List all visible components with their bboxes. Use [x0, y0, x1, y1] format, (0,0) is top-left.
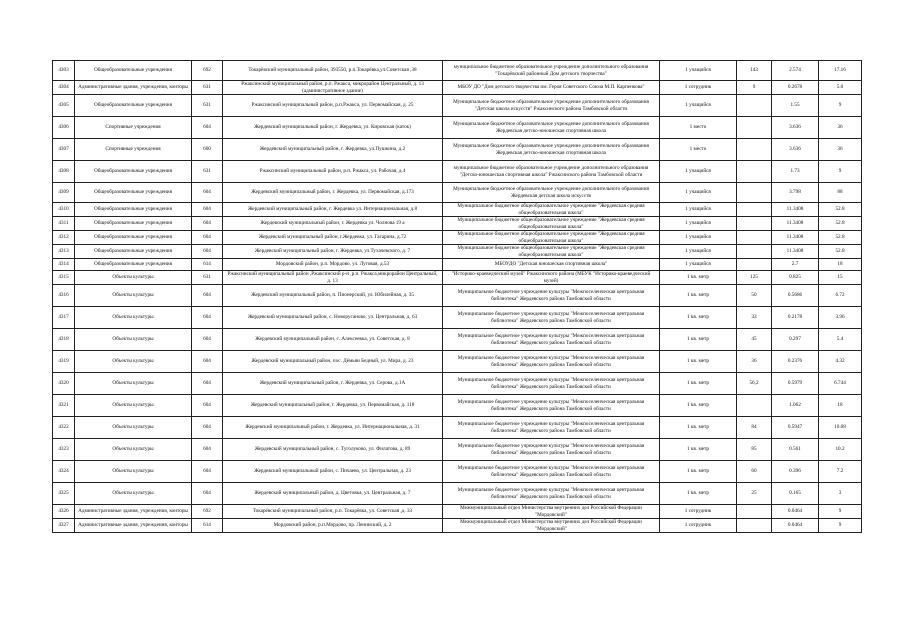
- row-id-cell: 4313: [53, 245, 75, 259]
- category-cell: Объекты культуры: [75, 395, 192, 417]
- code-cell: 631: [192, 95, 223, 117]
- data-table: [52, 60, 862, 533]
- table-row: [53, 183, 862, 203]
- value-2-cell: 7.2: [819, 461, 862, 483]
- table-row: [53, 117, 862, 139]
- table-row: [53, 81, 862, 95]
- value-1-cell: 0.0464: [772, 519, 819, 533]
- value-1-cell: 3.798: [772, 183, 819, 203]
- count-cell: 84: [737, 417, 772, 439]
- row-id-cell: 4305: [53, 95, 75, 117]
- organization-cell: муниципальное бюджетное образовательное учреждение дополнительного образования "Детско-юношеская спортивная школа" Ржаксинского района Тамбовской области: [443, 161, 660, 183]
- category-cell: Объекты культуры: [75, 439, 192, 461]
- unit-cell: 1 кв. метр: [660, 483, 737, 505]
- category-cell: Объекты культуры: [75, 329, 192, 351]
- organization-cell: Муниципальное бюджетное учреждение культуры "Межпоселенческая центральная библиотека" Жердевского района Тамбовской области: [443, 285, 660, 307]
- row-id-cell: 4318: [53, 329, 75, 351]
- count-cell: [737, 259, 772, 271]
- value-2-cell: 52.8: [819, 203, 862, 217]
- code-cell: 692: [192, 61, 223, 81]
- value-1-cell: 0.0464: [772, 505, 819, 519]
- count-cell: [737, 231, 772, 245]
- unit-cell: 1 учащийся: [660, 217, 737, 231]
- code-cell: 631: [192, 271, 223, 285]
- category-cell: Общеобразовательные учреждения: [75, 245, 192, 259]
- value-1-cell: 11.3408: [772, 231, 819, 245]
- category-cell: Объекты культуры: [75, 351, 192, 373]
- address-cell: Жердевский муниципальный район, г. Жердевка, ул. Интернациональная, д. 31: [223, 417, 443, 439]
- value-1-cell: 1.55: [772, 95, 819, 117]
- unit-cell: 1 кв. метр: [660, 461, 737, 483]
- value-2-cell: 3: [819, 483, 862, 505]
- organization-cell: Муниципальное бюджетное учреждение культуры "Межпоселенческая центральная библиотека" Жердевского района Тамбовской области: [443, 483, 660, 505]
- value-1-cell: 3.636: [772, 139, 819, 161]
- code-cell: 614: [192, 259, 223, 271]
- code-cell: 604: [192, 285, 223, 307]
- count-cell: [737, 217, 772, 231]
- row-id-cell: 4316: [53, 285, 75, 307]
- address-cell: Жердевский муниципальный район, г. Жердевка, ул. Серова, д.1А: [223, 373, 443, 395]
- address-cell: Жердевский муниципальный район, с. Туголуково, ул. Филатова, д. 89: [223, 439, 443, 461]
- organization-cell: Муниципальное бюджетное учреждение культуры "Межпоселенческая центральная библиотека" Жердевского района Тамбовской области: [443, 351, 660, 373]
- count-cell: 85: [737, 439, 772, 461]
- row-id-cell: 4327: [53, 519, 75, 533]
- value-1-cell: 11.3408: [772, 217, 819, 231]
- table-row: [53, 259, 862, 271]
- unit-cell: 1 место: [660, 117, 737, 139]
- value-1-cell: 3.636: [772, 117, 819, 139]
- code-cell: 604: [192, 461, 223, 483]
- value-2-cell: 9: [819, 519, 862, 533]
- row-id-cell: 4307: [53, 139, 75, 161]
- table-row: [53, 519, 862, 533]
- value-2-cell: 5.4: [819, 329, 862, 351]
- value-1-cell: 0.5686: [772, 285, 819, 307]
- value-2-cell: 6.72: [819, 285, 862, 307]
- row-id-cell: 4315: [53, 271, 75, 285]
- category-cell: Общеобразовательные учреждения: [75, 95, 192, 117]
- category-cell: Общеобразовательные учреждения: [75, 203, 192, 217]
- unit-cell: 1 сотрудник: [660, 81, 737, 95]
- count-cell: 9: [737, 81, 772, 95]
- value-2-cell: 17.16: [819, 61, 862, 81]
- value-1-cell: 0.2678: [772, 81, 819, 95]
- unit-cell: 1 учащийся: [660, 183, 737, 203]
- unit-cell: 1 место: [660, 139, 737, 161]
- address-cell: Жердевский муниципальный район, г. Жердевка, ул.Тухачевского, д. 7: [223, 245, 443, 259]
- row-id-cell: 4310: [53, 203, 75, 217]
- organization-cell: Муниципальное бюджетное образовательное учреждение дополнительного образования Жердевская детско-юношеская спортивная школа: [443, 117, 660, 139]
- value-2-cell: 9: [819, 505, 862, 519]
- organization-cell: Муниципальное бюджетное образовательное учреждение дополнительного образования "Детская школа искусств" Ржаксинского района Тамбовской области: [443, 95, 660, 117]
- category-cell: Общеобразовательные учреждения: [75, 61, 192, 81]
- row-id-cell: 4306: [53, 117, 75, 139]
- table-row: [53, 95, 862, 117]
- value-2-cell: 36: [819, 117, 862, 139]
- address-cell: Жердевский муниципальный район, г. Жердевка, ул. Кировская (каток): [223, 117, 443, 139]
- count-cell: [737, 183, 772, 203]
- category-cell: Общеобразовательные учреждения: [75, 259, 192, 271]
- table-row: [53, 439, 862, 461]
- unit-cell: 1 кв. метр: [660, 271, 737, 285]
- category-cell: Административные здания, учреждения, конторы: [75, 81, 192, 95]
- value-2-cell: 4.32: [819, 351, 862, 373]
- address-cell: Жердевский муниципальный район, с. Новорусаново, ул. Центральная, д. 63: [223, 307, 443, 329]
- category-cell: Объекты культуры: [75, 461, 192, 483]
- address-cell: Токарёвский муниципальный район, 393550, р.п.Токарёвка,ул.Советская ,38: [223, 61, 443, 81]
- unit-cell: 1 кв. метр: [660, 307, 737, 329]
- count-cell: 56,2: [737, 373, 772, 395]
- value-2-cell: 36: [819, 139, 862, 161]
- count-cell: [737, 95, 772, 117]
- organization-cell: Муниципальное бюджетное общеобразовательное учреждение "Жердевская средняя общеобразовательная школа": [443, 245, 660, 259]
- organization-cell: Муниципальное бюджетное учреждение культуры "Межпоселенческая центральная библиотека" Жердевского района Тамбовской области: [443, 439, 660, 461]
- value-2-cell: 10.2: [819, 439, 862, 461]
- table-row: [53, 217, 862, 231]
- unit-cell: 1 кв. метр: [660, 439, 737, 461]
- value-1-cell: 0.2178: [772, 307, 819, 329]
- address-cell: Жердевский муниципальный район, г. Жердевка, ул. Первомайская, д. 118: [223, 395, 443, 417]
- row-id-cell: 4314: [53, 259, 75, 271]
- code-cell: 604: [192, 117, 223, 139]
- row-id-cell: 4320: [53, 373, 75, 395]
- unit-cell: 1 кв. метр: [660, 373, 737, 395]
- value-2-cell: 52.8: [819, 245, 862, 259]
- address-cell: Жердевский муниципальный район, г. Жердевка, ул. Первомайская, д.173: [223, 183, 443, 203]
- row-id-cell: 4304: [53, 81, 75, 95]
- count-cell: 50: [737, 285, 772, 307]
- row-id-cell: 4322: [53, 417, 75, 439]
- unit-cell: 1 кв. метр: [660, 351, 737, 373]
- code-cell: 604: [192, 373, 223, 395]
- organization-cell: Межмуниципальный отдел Министерства внутренних дел Российской Федерации "Мордовский": [443, 505, 660, 519]
- address-cell: Токарёвский муниципальный район, р.п. Токарёвка, ул. Советская ,д. 33: [223, 505, 443, 519]
- unit-cell: 1 сотрудник: [660, 505, 737, 519]
- row-id-cell: 4311: [53, 217, 75, 231]
- value-2-cell: 9: [819, 95, 862, 117]
- organization-cell: Муниципальное бюджетное общеобразовательное учреждение "Жердевская средняя общеобразовательная школа": [443, 231, 660, 245]
- row-id-cell: 4323: [53, 439, 75, 461]
- category-cell: Общеобразовательные учреждения: [75, 231, 192, 245]
- count-cell: [737, 161, 772, 183]
- category-cell: Спортивные учреждения: [75, 139, 192, 161]
- unit-cell: 1 учащийся: [660, 161, 737, 183]
- organization-cell: муниципальное бюджетное образовательное учреждение дополнительного образования "Токарёвский районный Дом детского творчества": [443, 61, 660, 81]
- count-cell: [737, 117, 772, 139]
- code-cell: 604: [192, 329, 223, 351]
- table-body: [53, 61, 862, 533]
- row-id-cell: 4317: [53, 307, 75, 329]
- address-cell: Жердевский муниципальный район, д. Цветовка, ул. Центральная, д. 7: [223, 483, 443, 505]
- value-1-cell: 0.165: [772, 483, 819, 505]
- table-row: [53, 505, 862, 519]
- organization-cell: Муниципальное бюджетное учреждение культуры "Межпоселенческая центральная библиотека" Жердевского района Тамбовской области: [443, 417, 660, 439]
- code-cell: 604: [192, 417, 223, 439]
- value-1-cell: 2.574: [772, 61, 819, 81]
- value-1-cell: 0.5979: [772, 373, 819, 395]
- count-cell: [737, 395, 772, 417]
- category-cell: Административные здания, учреждения, конторы: [75, 505, 192, 519]
- unit-cell: 1 кв. метр: [660, 285, 737, 307]
- count-cell: [737, 245, 772, 259]
- table-row: [53, 395, 862, 417]
- value-1-cell: 1.73: [772, 161, 819, 183]
- row-id-cell: 4303: [53, 61, 75, 81]
- code-cell: 631: [192, 81, 223, 95]
- value-2-cell: 15: [819, 271, 862, 285]
- unit-cell: 1 учащийся: [660, 61, 737, 81]
- value-1-cell: 2.7: [772, 259, 819, 271]
- address-cell: Мордовский район, р.п.Мордово, пр. Ленинский, д. 2: [223, 519, 443, 533]
- value-2-cell: 88: [819, 183, 862, 203]
- address-cell: Жердевский муниципальный район, с. Алексеевка, ул. Советская, д. 8: [223, 329, 443, 351]
- unit-cell: 1 учащийся: [660, 231, 737, 245]
- count-cell: 36: [737, 351, 772, 373]
- count-cell: 143: [737, 61, 772, 81]
- row-id-cell: 4325: [53, 483, 75, 505]
- table-row: [53, 461, 862, 483]
- table-row: [53, 61, 862, 81]
- category-cell: Административные здания, учреждения, конторы: [75, 519, 192, 533]
- value-1-cell: 0.297: [772, 329, 819, 351]
- category-cell: Объекты культуры: [75, 373, 192, 395]
- organization-cell: Межмуниципальный отдел Министерства внутренних дел Российской Федерации "Мордовский": [443, 519, 660, 533]
- count-cell: [737, 505, 772, 519]
- code-cell: 604: [192, 217, 223, 231]
- category-cell: Объекты культуры: [75, 417, 192, 439]
- code-cell: 692: [192, 505, 223, 519]
- value-1-cell: 11.3408: [772, 245, 819, 259]
- unit-cell: 1 учащийся: [660, 203, 737, 217]
- code-cell: 604: [192, 203, 223, 217]
- value-2-cell: 52.8: [819, 231, 862, 245]
- value-1-cell: 0.825: [772, 271, 819, 285]
- code-cell: 604: [192, 307, 223, 329]
- category-cell: Общеобразовательные учреждения: [75, 183, 192, 203]
- table-row: [53, 161, 862, 183]
- document-sheet: [52, 60, 849, 533]
- row-id-cell: 4324: [53, 461, 75, 483]
- address-cell: Жердевский муниципальный район, п. Пионерский, ул. Юбилейная, д. 35: [223, 285, 443, 307]
- value-2-cell: 10.08: [819, 417, 862, 439]
- table-row: [53, 373, 862, 395]
- code-cell: 600: [192, 139, 223, 161]
- address-cell: Жердевский муниципальный район, пос. Дёмьян Бедный, ул. Мира, д. 23: [223, 351, 443, 373]
- unit-cell: 1 кв. метр: [660, 417, 737, 439]
- address-cell: Жердевский муниципальный район, г. Жердевка ул. Интернациональная, д.8: [223, 203, 443, 217]
- category-cell: Объекты культуры: [75, 307, 192, 329]
- row-id-cell: 4321: [53, 395, 75, 417]
- code-cell: 604: [192, 245, 223, 259]
- count-cell: 33: [737, 307, 772, 329]
- value-1-cell: 0.561: [772, 439, 819, 461]
- address-cell: Ржаксинский муниципальный район, р.п.Ржакса, ул. Первомайская, д. 25: [223, 95, 443, 117]
- table-row: [53, 139, 862, 161]
- table-row: [53, 483, 862, 505]
- category-cell: Объекты культуры: [75, 271, 192, 285]
- table-row: [53, 329, 862, 351]
- unit-cell: 1 учащийся: [660, 95, 737, 117]
- value-1-cell: 0.2376: [772, 351, 819, 373]
- category-cell: Объекты культуры: [75, 483, 192, 505]
- address-cell: Ржаксинский муниципальный район, р.п. Ржакса, ул. Рабочая, д.4: [223, 161, 443, 183]
- code-cell: 604: [192, 183, 223, 203]
- address-cell: Жердевский муниципальный район, с. Пичаево, ул. Центральная, д. 23: [223, 461, 443, 483]
- count-cell: 125: [737, 271, 772, 285]
- value-1-cell: 0.5947: [772, 417, 819, 439]
- count-cell: [737, 139, 772, 161]
- address-cell: Жердевский муниципальный район, г.Жердевка, ул. Гагарина, д.72: [223, 231, 443, 245]
- unit-cell: 1 учащийся: [660, 245, 737, 259]
- value-2-cell: 52.8: [819, 217, 862, 231]
- organization-cell: Муниципальное бюджетное учреждение культуры "Межпоселенческая центральная библиотека" Жердевского района Тамбовской области: [443, 307, 660, 329]
- code-cell: 604: [192, 231, 223, 245]
- code-cell: 604: [192, 483, 223, 505]
- organization-cell: МБОУ ДО "Дом детского творчества им. Героя Советского Союза М.П. Карпенкова": [443, 81, 660, 95]
- value-2-cell: 6.744: [819, 373, 862, 395]
- organization-cell: Муниципальное бюджетное учреждение культуры "Межпоселенческая центральная библиотека" Жердевского района Тамбовской области: [443, 373, 660, 395]
- category-cell: Общеобразовательные учреждения: [75, 161, 192, 183]
- address-cell: Ржаксинский муниципальный район ,Ржаксинский р-н ,р.п. Ржакса,микрорайон Центральный, д. 13: [223, 271, 443, 285]
- organization-cell: Муниципальное бюджетное учреждение культуры "Межпоселенческая центральная библиотека" Жердевского района Тамбовской области: [443, 461, 660, 483]
- organization-cell: Муниципальное бюджетное образовательное учреждение дополнительного образования Жердевская детско-юношеская спортивная школа: [443, 139, 660, 161]
- row-id-cell: 4312: [53, 231, 75, 245]
- address-cell: Жердевский муниципальный район, г. Жердевка ул. Чолнова 19 а: [223, 217, 443, 231]
- row-id-cell: 4309: [53, 183, 75, 203]
- value-2-cell: 9: [819, 161, 862, 183]
- organization-cell: Муниципальное бюджетное учреждение культуры "Межпоселенческая центральная библиотека" Жердевского района Тамбовской области: [443, 329, 660, 351]
- row-id-cell: 4308: [53, 161, 75, 183]
- category-cell: Общеобразовательные учреждения: [75, 217, 192, 231]
- value-2-cell: 18: [819, 395, 862, 417]
- count-cell: 45: [737, 329, 772, 351]
- category-cell: Объекты культуры: [75, 285, 192, 307]
- table-row: [53, 351, 862, 373]
- row-id-cell: 4319: [53, 351, 75, 373]
- unit-cell: 1 кв. метр: [660, 329, 737, 351]
- organization-cell: "Историко-краеведческий музей" Ржаксинского района (МБУК "Историко-краеведческий музей): [443, 271, 660, 285]
- organization-cell: МБОУДО "Детская юношеская спортивная школа": [443, 259, 660, 271]
- count-cell: [737, 203, 772, 217]
- organization-cell: Муниципальное бюджетное общеобразовательное учреждение "Жердевская средняя общеобразовательная школа": [443, 203, 660, 217]
- value-1-cell: 11.3408: [772, 203, 819, 217]
- row-id-cell: 4326: [53, 505, 75, 519]
- table-row: [53, 231, 862, 245]
- value-1-cell: 1.062: [772, 395, 819, 417]
- address-cell: Жердевский муниципальный район, г. Жердевка, ул.Пушкина, д.2: [223, 139, 443, 161]
- table-row: [53, 417, 862, 439]
- organization-cell: Муниципальное бюджетное общеобразовательное учреждение "Жердевская средняя общеобразовательная школа": [443, 217, 660, 231]
- table-row: [53, 203, 862, 217]
- value-2-cell: 18: [819, 259, 862, 271]
- value-2-cell: 3.96: [819, 307, 862, 329]
- unit-cell: 1 сотрудник: [660, 519, 737, 533]
- unit-cell: 1 учащийся: [660, 259, 737, 271]
- address-cell: Ржаксинский муниципальный район, р.п. Ржакса, микрорайон Центральный, д. 13 (административное здание): [223, 81, 443, 95]
- organization-cell: Муниципальное бюджетное учреждение культуры "Межпоселенческая центральная библиотека" Жердевского района Тамбовской области: [443, 395, 660, 417]
- count-cell: 60: [737, 461, 772, 483]
- table-row: [53, 285, 862, 307]
- address-cell: Мордовский район, р.п. Мордово, ул. Луговая, д.53: [223, 259, 443, 271]
- table-row: [53, 245, 862, 259]
- category-cell: Спортивные учреждения: [75, 117, 192, 139]
- table-row: [53, 307, 862, 329]
- code-cell: 631: [192, 161, 223, 183]
- unit-cell: 1 кв. метр: [660, 395, 737, 417]
- code-cell: 604: [192, 351, 223, 373]
- count-cell: [737, 519, 772, 533]
- code-cell: 614: [192, 519, 223, 533]
- code-cell: 604: [192, 395, 223, 417]
- count-cell: 25: [737, 483, 772, 505]
- organization-cell: Муниципальное бюджетное образовательное учреждение дополнительного образования Жердевская детская школа искусств: [443, 183, 660, 203]
- value-2-cell: 5.0: [819, 81, 862, 95]
- code-cell: 604: [192, 439, 223, 461]
- table-row: [53, 271, 862, 285]
- value-1-cell: 0.396: [772, 461, 819, 483]
